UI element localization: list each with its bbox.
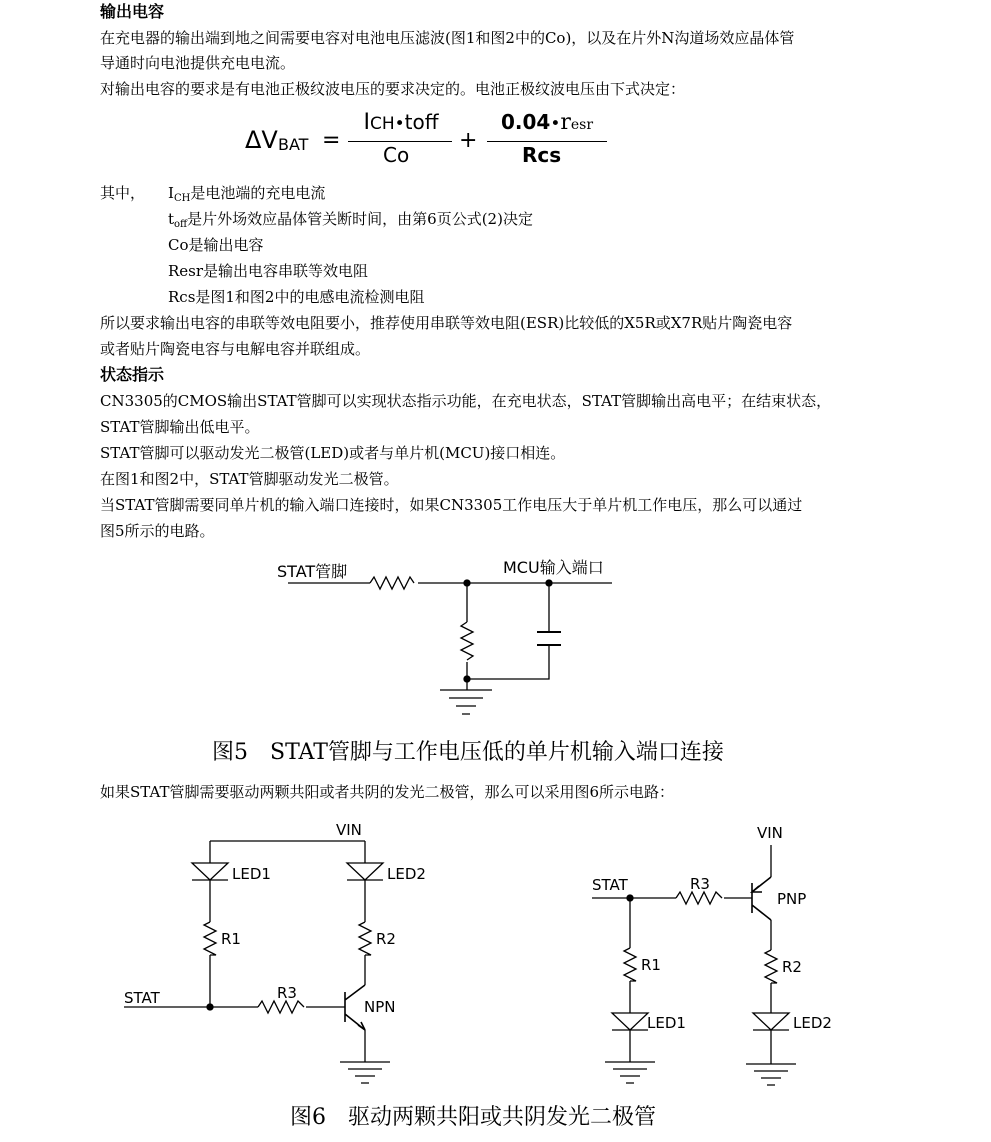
fig6l-vin-label: VIN <box>336 821 362 839</box>
paragraph-line: 对输出电容的要求是有电池正极纹波电压的要求决定的。电池正极纹波电压由下式决定： <box>100 80 686 98</box>
fig6r-ground-symbol <box>605 1062 655 1083</box>
formula-denominator-2: Rcs <box>522 143 562 167</box>
fig6r-vin-label: VIN <box>757 824 783 842</box>
fig6r-led1-label: LED1 <box>647 1014 686 1032</box>
fig6r-pnp-label: PNP <box>777 890 807 908</box>
fig6l-r2-resistor <box>359 922 371 955</box>
section-heading-status: 状态指示 <box>100 365 165 384</box>
formula-numerator-2: 0.04•resr <box>500 110 594 135</box>
definition-rcs: Rcs是图1和图2中的电感电流检测电阻 <box>168 288 425 306</box>
fig6l-r3-resistor <box>258 1001 304 1013</box>
fig6l-npn-label: NPN <box>364 998 396 1016</box>
fig6r-r2-label: R2 <box>782 958 802 976</box>
fig6l-stat-label: STAT <box>124 989 160 1007</box>
fig6r-ground-symbol <box>746 1064 796 1085</box>
fig5-stat-label: STAT管脚 <box>277 562 348 581</box>
fig6r-led1-diode <box>612 1013 648 1030</box>
figure5-caption: 图5 STAT管脚与工作电压低的单片机输入端口连接 <box>212 740 724 765</box>
fig6r-r1-resistor <box>624 948 636 981</box>
paragraph-line: CN3305的CMOS输出STAT管脚可以实现状态指示功能，在充电状态，STAT管脚输出高电平；在结束状态， <box>100 392 832 410</box>
section-heading-output-capacitor: 输出电容 <box>100 2 165 21</box>
paragraph-line: STAT管脚可以驱动发光二极管(LED)或者与单片机(MCU)接口相连。 <box>100 444 566 462</box>
definitions-prefix: 其中， <box>100 184 146 202</box>
figure6-caption: 图6 驱动两颗共阳或共阴发光二极管 <box>290 1105 656 1130</box>
fig6r-r3-label: R3 <box>690 875 710 893</box>
paragraph-line: 导通时向电池提供充电电流。 <box>100 54 296 72</box>
paragraph-line: 或者贴片陶瓷电容与电解电容并联组成。 <box>100 340 371 358</box>
formula-plus: + <box>459 128 478 153</box>
fig6r-r2-resistor <box>765 950 777 983</box>
fig6r-stat-label: STAT <box>592 876 628 894</box>
definition-resr: Resr是输出电容串联等效电阻 <box>168 262 369 280</box>
paragraph-line: 图5所示的电路。 <box>100 522 215 540</box>
definition-co: Co是输出电容 <box>168 236 264 254</box>
fig6l-npn-transistor <box>345 985 365 1030</box>
fig6r-led2-label: LED2 <box>793 1014 832 1032</box>
fig6r-r3-resistor <box>676 892 722 904</box>
paragraph-line: 如果STAT管脚需要驱动两颗共阳或者共阴的发光二极管，那么可以采用图6所示电路： <box>100 783 675 801</box>
formula-equals: = <box>322 128 341 153</box>
paragraph-line: 在充电器的输出端到地之间需要电容对电池电压滤波(图1和图2中的Co)，以及在片外N沟道场效应晶体管 <box>100 29 795 47</box>
paragraph-line: 当STAT管脚需要同单片机的输入端口连接时，如果CN3305工作电压大于单片机工作电压，那么可以通过 <box>100 496 803 514</box>
fig6l-led1-diode <box>192 863 228 880</box>
formula-delta-v: ΔV <box>245 126 278 154</box>
fig6r-r1-label: R1 <box>641 956 661 974</box>
fig6r-led2-diode <box>753 1013 789 1030</box>
fig6l-led2-label: LED2 <box>387 865 426 883</box>
fig6l-junction <box>207 1004 213 1010</box>
paragraph-line: STAT管脚输出低电平。 <box>100 418 260 436</box>
definition-ich: $I_{CH}$是电池端的充电电流 <box>168 184 326 204</box>
formula-numerator-1: ICH•toff <box>363 110 439 135</box>
fig6l-vin-bus <box>210 841 365 863</box>
definition-toff: $t_{off}$是片外场效应晶体管关断时间，由第6页公式(2)决定 <box>168 210 533 230</box>
fig6l-r3-label: R3 <box>277 984 297 1002</box>
formula-bat-sub: BAT <box>278 135 309 154</box>
fig6r-pnp-transistor <box>752 877 771 920</box>
formula-denominator-1: Co <box>383 143 410 167</box>
fig6l-led1-label: LED1 <box>232 865 271 883</box>
fig6l-r1-resistor <box>204 922 216 955</box>
paragraph-line: 所以要求输出电容的串联等效电阻要小，推荐使用串联等效电阻(ESR)比较低的X5R或X7R贴片陶瓷电容 <box>100 314 793 332</box>
fig5-mcu-label: MCU输入端口 <box>503 558 604 577</box>
fig6l-led2-diode <box>347 863 383 880</box>
paragraph-line: 在图1和图2中，STAT管脚驱动发光二极管。 <box>100 470 399 488</box>
fig6l-ground-symbol <box>340 1062 390 1083</box>
fig6l-r2-label: R2 <box>376 930 396 948</box>
fig6l-r1-label: R1 <box>221 930 241 948</box>
